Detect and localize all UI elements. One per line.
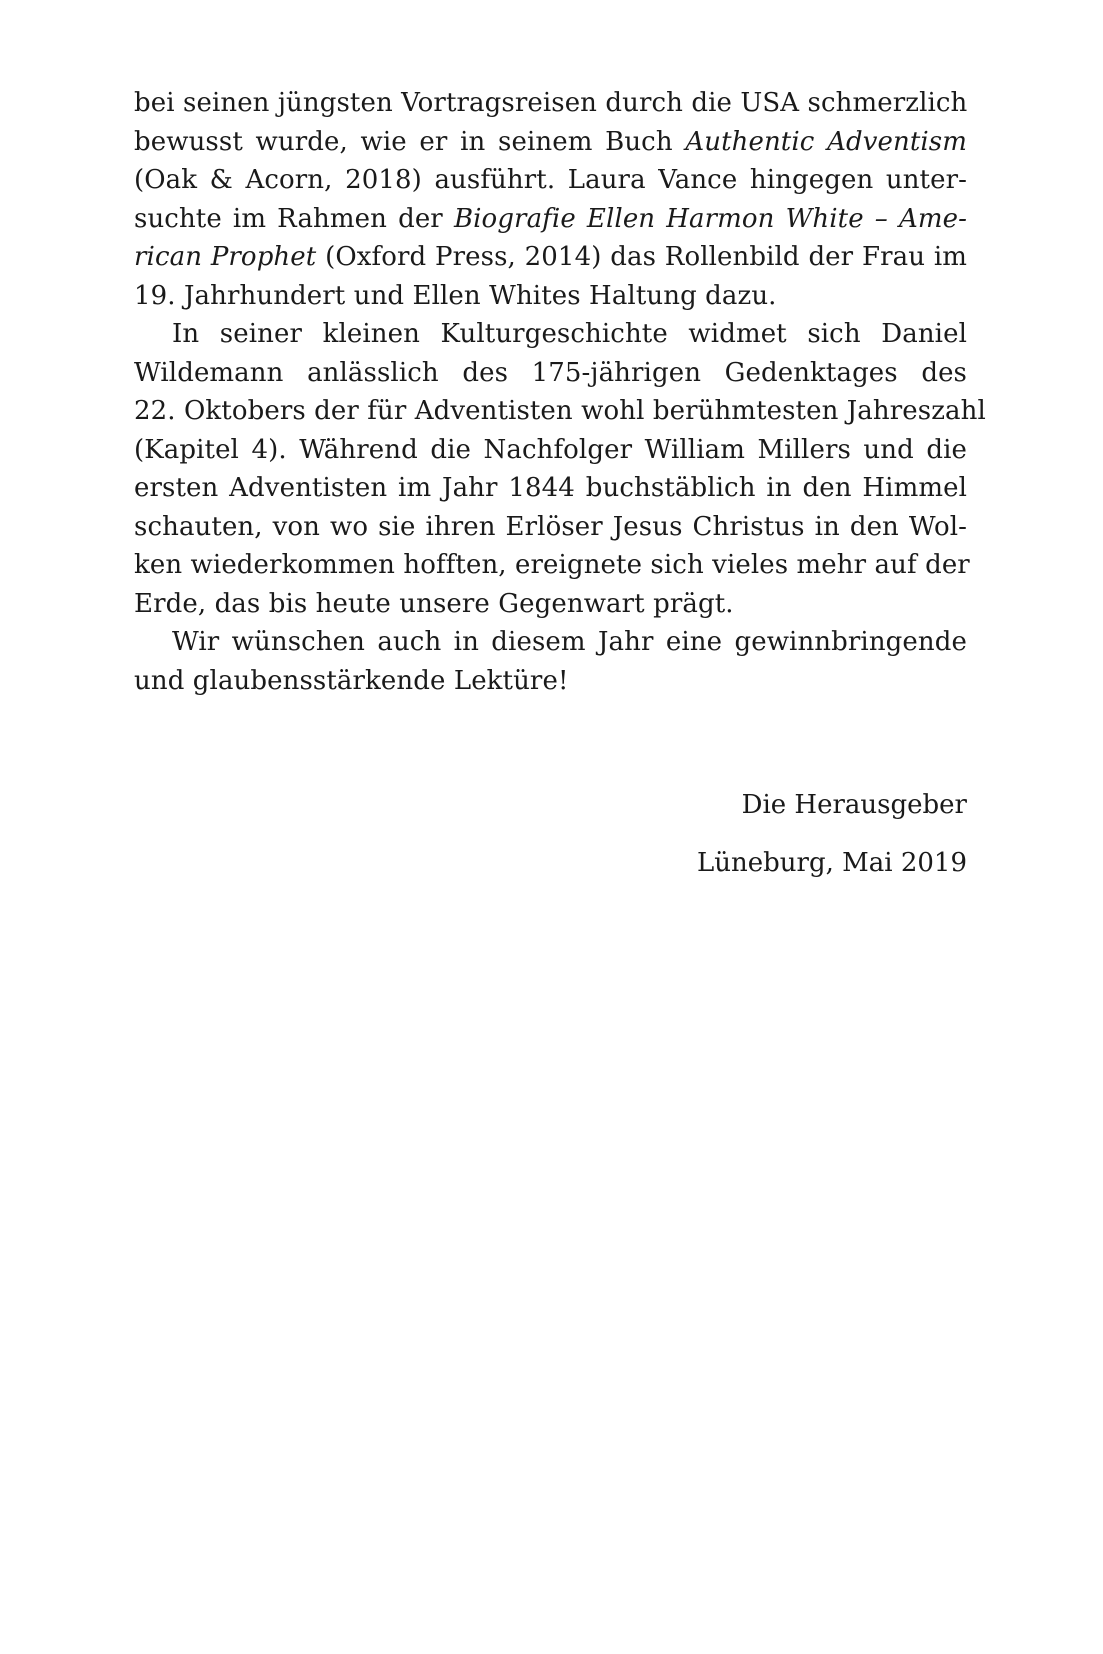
text-segment: schauten, von wo sie ihren Erlöser Jesus Christus in den Wol-	[134, 511, 967, 542]
text-segment: (Oak & Acorn, 2018) ausführt. Laura Vance hingegen unter-	[134, 165, 967, 195]
text-segment: In seiner kleinen Kulturgeschichte widmet sich Daniel	[172, 319, 967, 349]
text-line	[134, 354, 967, 393]
signature-place-date: Lüneburg, Mai 2019	[696, 848, 967, 878]
paragraph	[134, 315, 986, 623]
text-segment: ersten Adventisten im Jahr 1844 buchstäblich in den Himmel	[134, 473, 967, 503]
paragraph	[134, 623, 967, 700]
text-line	[134, 84, 967, 123]
text-line	[134, 277, 967, 316]
text-line	[134, 238, 967, 277]
italic-title: Biografie Ellen Harmon White – Ame-	[453, 203, 967, 234]
text-line	[134, 546, 970, 585]
text-line	[134, 662, 967, 701]
text-segment: 22. Oktobers der für Adventisten wohl berühmtesten Jahreszahl	[134, 396, 986, 426]
text-segment: Wir wünschen auch in diesem Jahr eine gewinnbringende	[172, 627, 967, 657]
text-segment: (Oxford Press, 2014) das Rollenbild der Frau im	[316, 242, 968, 272]
text-line	[134, 508, 967, 547]
text-segment: und glaubensstärkende Lektüre!	[134, 665, 569, 696]
text-segment: bewusst wurde, wie er in seinem Buch	[134, 126, 686, 157]
text-segment: suchte im Rahmen der	[134, 203, 454, 234]
text-line	[134, 469, 967, 508]
text-line	[134, 200, 967, 239]
text-segment: Erde, das bis heute unsere Gegenwart prägt.	[134, 588, 734, 619]
text-segment: 19. Jahrhundert und Ellen Whites Haltung dazu.	[134, 280, 777, 311]
signature-editors: Die Herausgeber	[741, 790, 967, 820]
paragraph	[134, 84, 967, 315]
italic-title: Authentic Adventism	[685, 126, 967, 157]
text-line	[134, 315, 967, 354]
text-segment: ken wiederkommen hofften, ereignete sich vieles mehr auf der	[134, 550, 970, 580]
text-line	[134, 161, 967, 200]
text-line	[134, 623, 967, 662]
text-segment: bei seinen jüngsten Vortragsreisen durch die USA schmerzlich	[134, 88, 968, 118]
text-segment: Wildemann anlässlich des 175-jährigen Gedenktages des	[134, 357, 967, 388]
italic-title: rican Prophet	[134, 242, 317, 272]
text-line	[134, 123, 967, 162]
text-line	[134, 431, 967, 470]
text-segment: (Kapitel 4). Während die Nachfolger William Millers und die	[134, 434, 967, 465]
text-line	[134, 392, 986, 431]
body-text	[134, 84, 986, 700]
text-line	[134, 585, 967, 624]
